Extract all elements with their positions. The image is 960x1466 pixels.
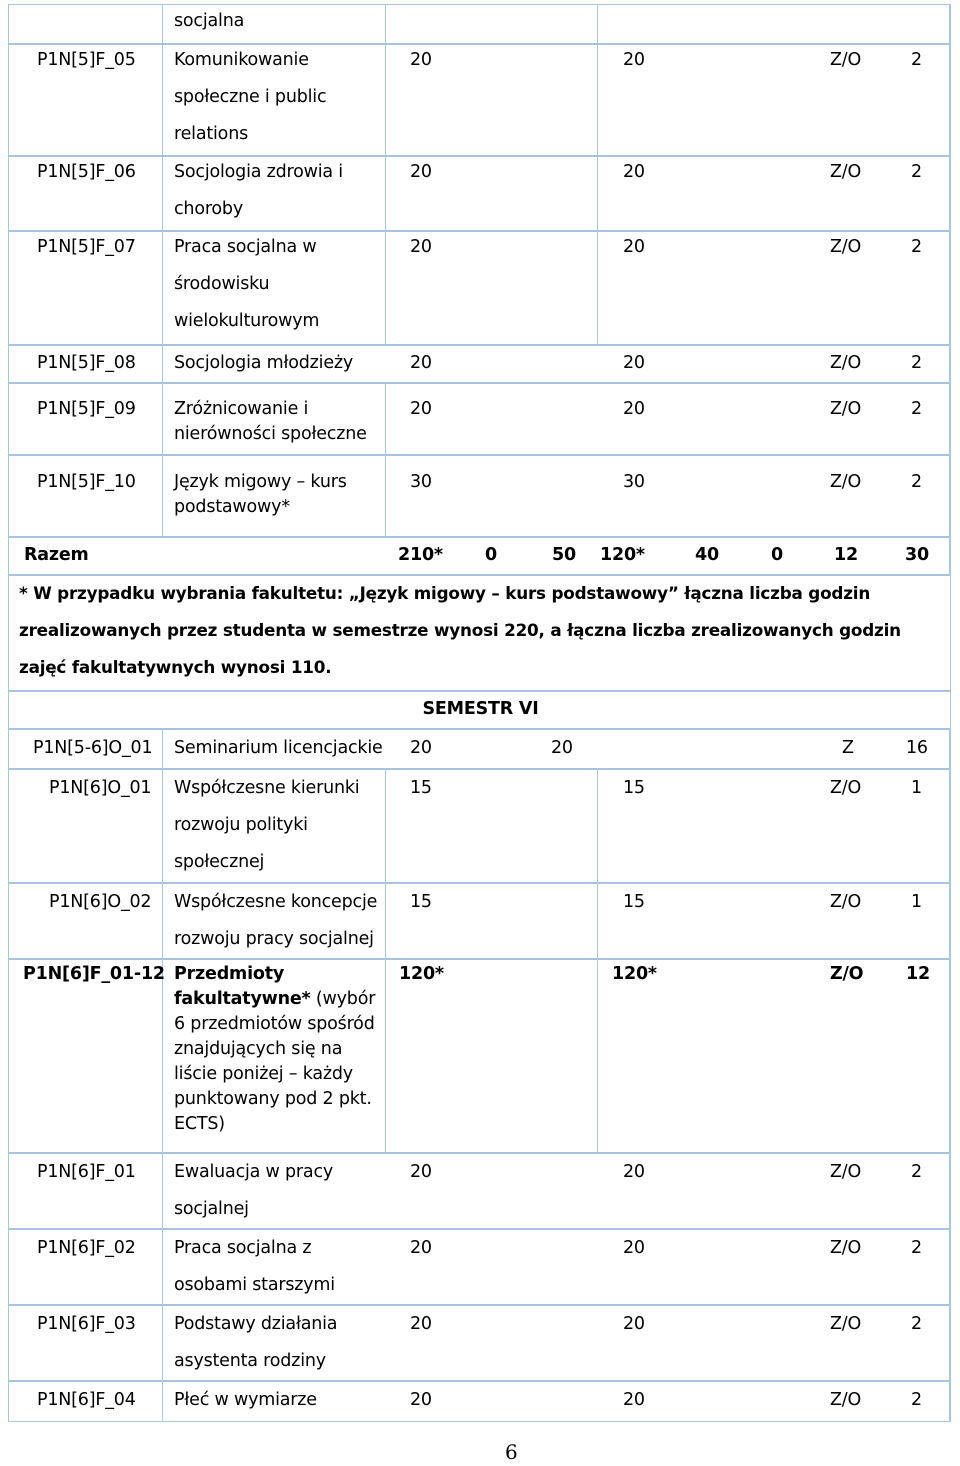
table-row [8,230,951,346]
curriculum-table [8,4,951,1422]
course-name-bold: fakultatywne* [174,989,311,1009]
table-row [8,768,951,884]
course-name: rozwoju pracy socjalnej [174,929,374,949]
totals-value: 12 [834,545,858,565]
form-value: Z/O [830,1390,862,1410]
ects-value: 2 [911,1390,922,1410]
course-name: Zróżnicowanie i [174,399,309,419]
course-name: socjalna [174,11,245,31]
form-value: Z/O [830,399,862,419]
hours-value: 20 [623,162,645,182]
ects-value: 2 [911,1314,922,1334]
hours-value: 20 [623,1390,645,1410]
table-row [8,728,951,770]
course-name: Komunikowanie [174,50,309,70]
hours-value: 20 [410,353,432,373]
course-name: Współczesne koncepcje [174,892,378,912]
form-value: Z/O [830,50,862,70]
ects-value: 2 [911,1162,922,1182]
course-name: wielokulturowym [174,311,320,331]
form-value: Z/O [830,1238,862,1258]
course-code: P1N[5]F_06 [37,162,136,182]
ects-value: 2 [911,472,922,492]
table-row [8,454,951,538]
course-name: Praca socjalna w [174,237,317,257]
course-name: podstawowy* [174,497,290,517]
course-code: P1N[5]F_10 [37,472,136,492]
totals-value: 30 [905,545,929,565]
totals-value: 0 [485,545,497,565]
hours-value: 20 [410,50,432,70]
hours-value: 20 [410,1390,432,1410]
ects-value: 2 [911,399,922,419]
hours-value: 20 [410,399,432,419]
form-value: Z/O [830,162,862,182]
course-name: punktowany pod 2 pkt. [174,1089,372,1109]
hours-value: 120* [399,964,444,984]
course-name: Socjologia zdrowia i [174,162,343,182]
course-name: rozwoju polityki [174,815,308,835]
course-code: P1N[6]O_01 [49,778,152,798]
course-name-rest: (wybór [315,989,376,1009]
hours-value: 20 [410,1162,432,1182]
course-code: P1N[6]F_01 [37,1162,136,1182]
table-row [8,1380,951,1422]
table-row [8,882,951,960]
course-name: osobami starszymi [174,1275,335,1295]
course-code: P1N[5-6]O_01 [33,738,153,758]
hours-value: 15 [623,778,645,798]
hours-value: 30 [410,472,432,492]
table-row [8,1228,951,1306]
course-name: Podstawy działania [174,1314,338,1334]
ects-value: 2 [911,237,922,257]
ects-value: 2 [911,162,922,182]
hours-value: 20 [623,399,645,419]
form-value: Z/O [830,964,864,984]
totals-label: Razem [24,545,89,565]
course-code: P1N[5]F_08 [37,353,136,373]
course-name: asystenta rodziny [174,1351,326,1371]
form-value: Z/O [830,1162,862,1182]
page-number: 6 [505,1440,518,1464]
course-name: Płeć w wymiarze [174,1390,317,1410]
hours-value: 20 [623,1314,645,1334]
course-name: społecznej [174,852,265,872]
course-name: Socjologia młodzieży [174,353,354,373]
totals-value: 40 [695,545,719,565]
hours-value: 20 [551,738,573,758]
course-name: Praca socjalna z [174,1238,312,1258]
course-code: P1N[5]F_05 [37,50,136,70]
ects-value: 12 [906,964,930,984]
hours-value: 20 [410,1314,432,1334]
form-value: Z [842,738,854,758]
hours-value: 15 [410,778,432,798]
course-code: P1N[6]F_03 [37,1314,136,1334]
form-value: Z/O [830,353,862,373]
totals-value: 210* [398,545,443,565]
hours-value: 20 [410,237,432,257]
table-row [8,4,951,45]
table-row [8,43,951,157]
hours-value: 20 [623,353,645,373]
course-name: środowisku [174,274,270,294]
form-value: Z/O [830,472,862,492]
form-value: Z/O [830,892,862,912]
course-name: znajdujących się na [174,1039,343,1059]
totals-value: 50 [552,545,576,565]
table-row [8,344,951,384]
hours-value: 20 [623,1162,645,1182]
ects-value: 16 [906,738,928,758]
course-code: P1N[6]O_02 [49,892,152,912]
course-name [174,987,375,1012]
hours-value: 15 [623,892,645,912]
table-row [8,382,951,456]
course-name: liście poniżej – każdy [174,1064,353,1084]
table-row [8,958,951,1154]
form-value: Z/O [830,778,862,798]
ects-value: 2 [911,353,922,373]
ects-value: 2 [911,50,922,70]
course-name: ECTS) [174,1114,225,1134]
table-row [8,155,951,232]
semester-title: SEMESTR VI [422,699,539,719]
ects-value: 1 [911,778,922,798]
course-name: Seminarium licencjackie [174,738,383,758]
course-name: Współczesne kierunki [174,778,360,798]
semester-header-row [8,690,951,730]
totals-row [8,536,951,576]
hours-value: 20 [410,162,432,182]
course-code: P1N[6]F_04 [37,1390,136,1410]
course-name: Przedmioty [174,964,285,984]
course-name: choroby [174,199,244,219]
course-name: 6 przedmiotów spośród [174,1014,375,1034]
form-value: Z/O [830,1314,862,1334]
hours-value: 20 [410,1238,432,1258]
course-code: P1N[5]F_09 [37,399,136,419]
footnote-text: * W przypadku wybrania fakultetu: „Język migowy – kurs podstawowy” łączna liczba godzin zrealizowanych przez studenta w semestrze wynosi 220, a łączna liczba zrealizowanych godzin zajęć fakultatywnych wynosi 110. [19,583,901,677]
course-name: Język migowy – kurs [174,472,347,492]
totals-value: 120* [600,545,645,565]
hours-value: 30 [623,472,645,492]
table-row [8,1152,951,1230]
hours-value: 20 [410,738,432,758]
table-row [8,1304,951,1382]
hours-value: 120* [612,964,657,984]
course-name: społeczne i public [174,87,327,107]
hours-value: 20 [623,237,645,257]
ects-value: 1 [911,892,922,912]
course-code: P1N[6]F_01-12 [23,964,165,984]
hours-value: 15 [410,892,432,912]
course-name: nierówności społeczne [174,424,367,444]
course-name: socjalnej [174,1199,249,1219]
course-code: P1N[5]F_07 [37,237,136,257]
course-name: Ewaluacja w pracy [174,1162,334,1182]
ects-value: 2 [911,1238,922,1258]
hours-value: 20 [623,1238,645,1258]
footnote-row [8,574,951,692]
course-code: P1N[6]F_02 [37,1238,136,1258]
form-value: Z/O [830,237,862,257]
course-name: relations [174,124,249,144]
hours-value: 20 [623,50,645,70]
totals-value: 0 [771,545,783,565]
